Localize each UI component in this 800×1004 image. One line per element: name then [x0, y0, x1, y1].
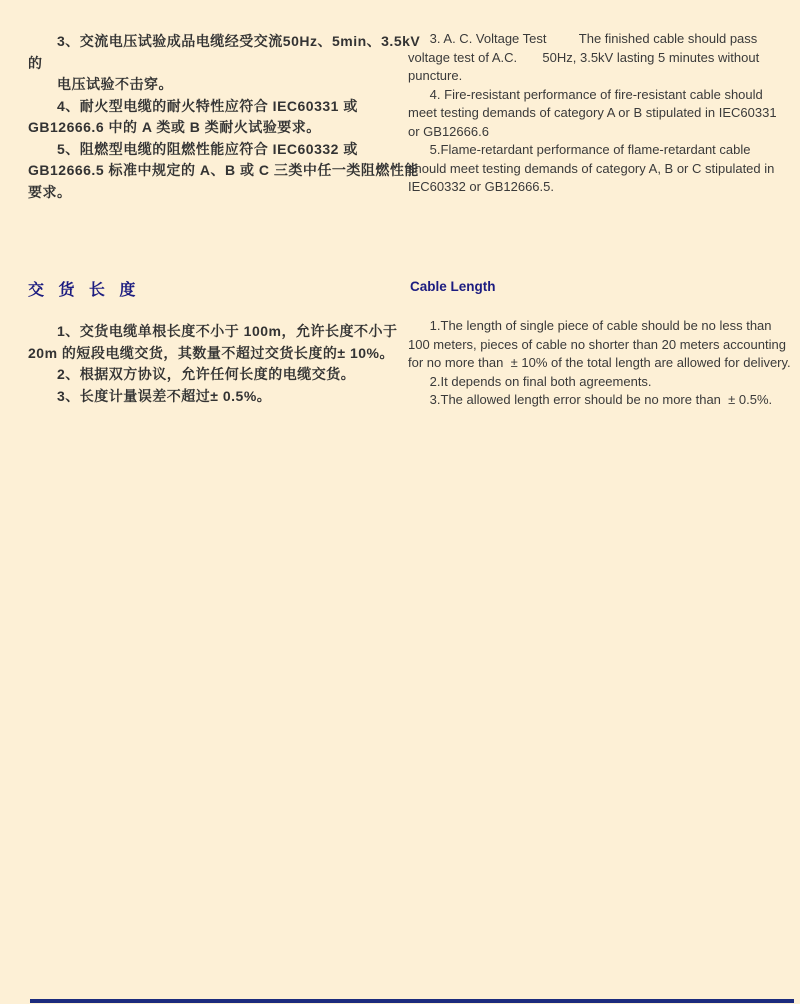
cable-length-section-english: [408, 317, 791, 410]
tests-section-chinese: [28, 31, 421, 203]
text-line: 3. A. C. Voltage Test The finished cable should pass: [408, 31, 758, 46]
text-line: 2、根据双方协议，允许任何长度的电缆交货。: [28, 366, 356, 382]
text-line: 要求。: [28, 183, 72, 200]
text-line: 1.The length of single piece of cable should be no less than: [408, 318, 772, 333]
text-line: IEC60332 or GB12666.5.: [408, 179, 554, 194]
text-line: or GB12666.6: [408, 123, 489, 139]
text-line: 2.It depends on final both agreements.: [408, 373, 652, 389]
section-heading-cable-length-en: Cable Length: [410, 279, 496, 294]
text-line: meet testing demands of category A or B stipulated in IEC60331: [408, 105, 777, 120]
cable-length-section-chinese: [28, 321, 398, 407]
text-line: 3.The allowed length error should be no more than ± 0.5%.: [408, 392, 773, 407]
text-line: GB12666.5 标准中规定的 A、B 或 C 三类中任一类阻燃性能: [28, 162, 419, 178]
text-line: 的: [28, 54, 43, 71]
text-line: should meet testing demands of category A, B or C stipulated in: [408, 160, 775, 176]
text-line: for no more than ± 10% of the total length are allowed for delivery.: [408, 355, 791, 370]
text-line: 5、阻燃型电缆的阻燃性能应符合 IEC60332 或: [28, 140, 358, 157]
text-line: 1、交货电缆单根长度不小于 100m，允许长度不小于: [28, 323, 398, 339]
text-line: 100 meters, pieces of cable no shorter than 20 meters accounting: [408, 336, 786, 352]
text-line: 电压试验不击穿。: [28, 76, 173, 92]
text-line: 3、交流电压试验成品电缆经受交流50Hz、5min、3.5kV: [28, 33, 421, 49]
text-line: puncture.: [408, 68, 463, 83]
text-line: 4、耐火型电缆的耐火特性应符合 IEC60331 或: [28, 97, 358, 114]
text-line: 4. Fire-resistant performance of fire-resistant cable should: [408, 86, 763, 102]
text-line: 20m 的短段电缆交货，其数量不超过交货长度的± 10%。: [28, 344, 395, 361]
tests-section-english: [408, 30, 778, 197]
section-heading-cable-length-cn: 交 货 长 度: [28, 282, 141, 299]
text-line: 5.Flame-retardant performance of flame-retardant cable: [408, 142, 751, 157]
footer-rule: [30, 999, 794, 1003]
text-line: 3、长度计量误差不超过± 0.5%。: [28, 387, 272, 404]
text-line: voltage test of A.C. 50Hz, 3.5kV lasting 5 minutes without: [408, 49, 760, 65]
text-line: GB12666.6 中的 A 类或 B 类耐火试验要求。: [28, 119, 321, 135]
